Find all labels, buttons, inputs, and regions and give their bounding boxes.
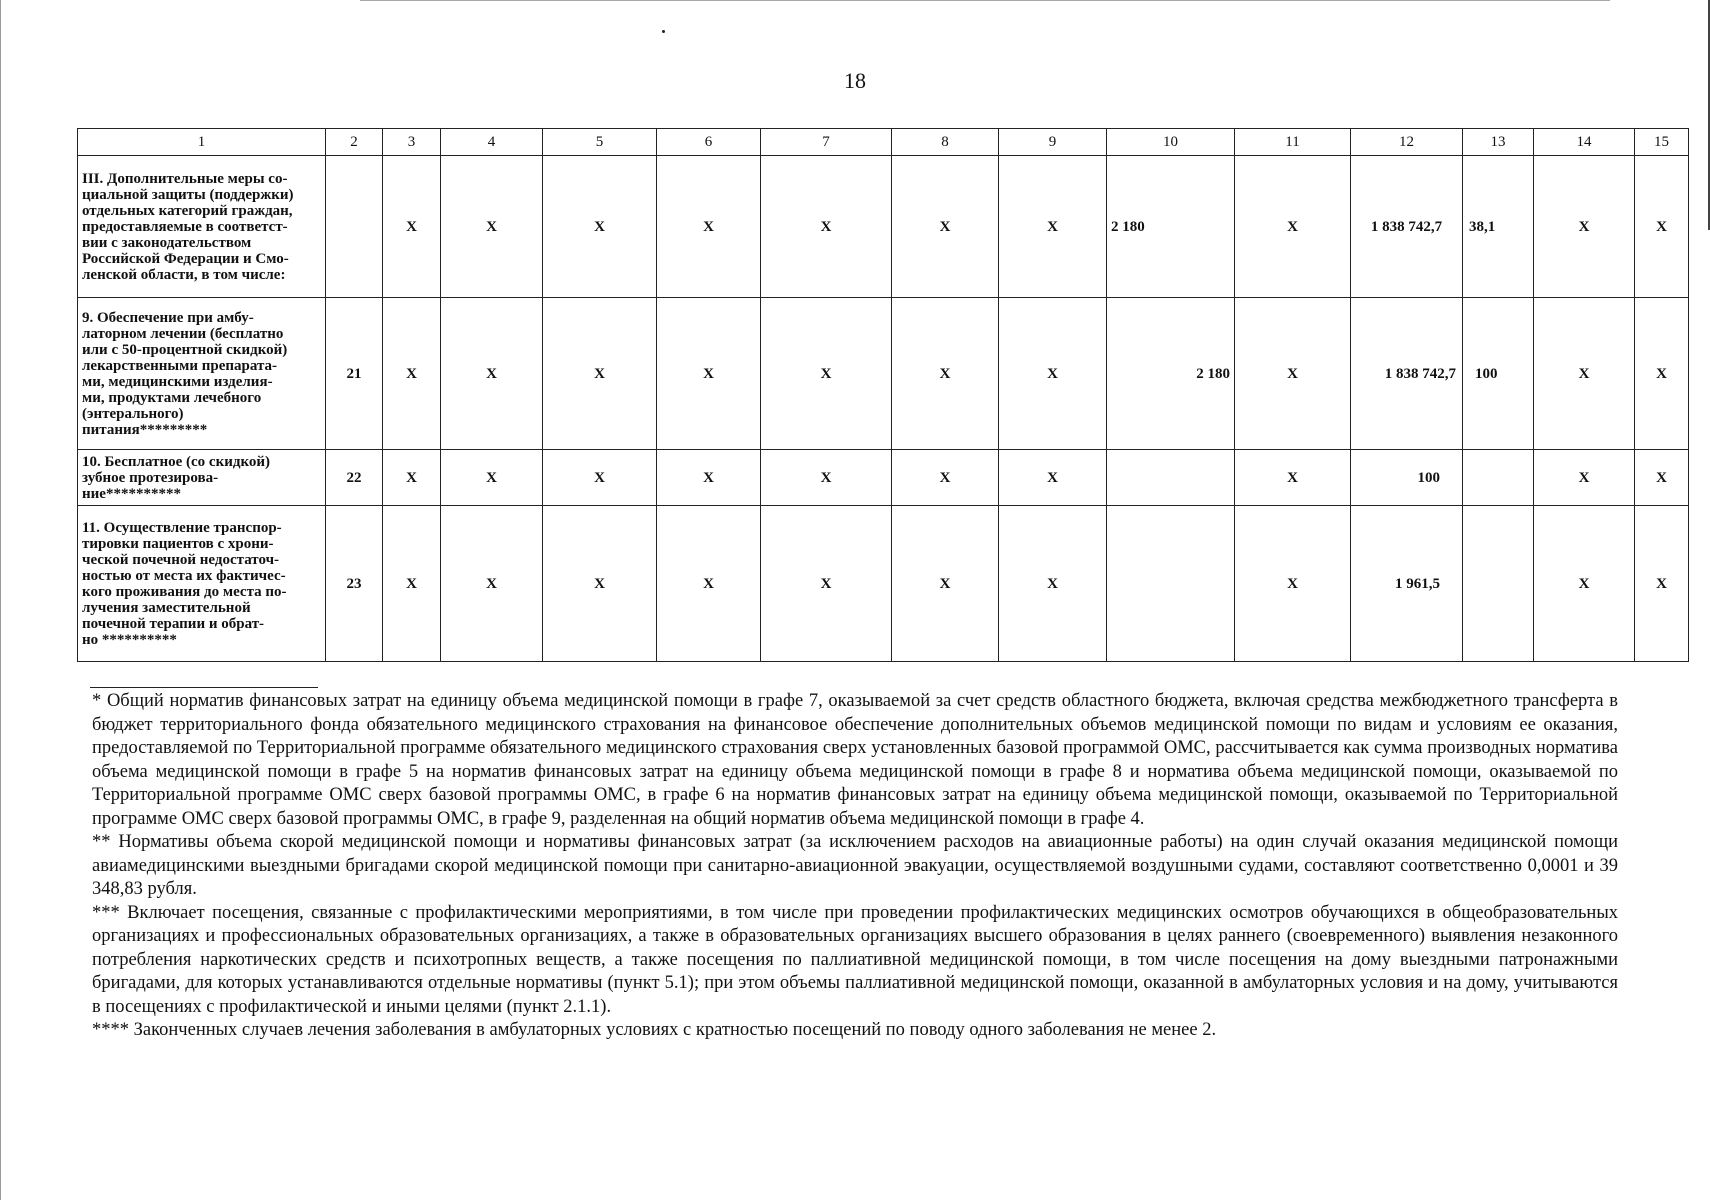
table-cell: X [999, 298, 1107, 450]
table-cell: 2 180 [1107, 298, 1235, 450]
row-name-line: почечной терапии и обрат- [82, 615, 265, 632]
table-cell: X [1534, 506, 1635, 662]
row-name-line: кого проживания до места по- [82, 583, 287, 600]
row-name-line: ми, медицинскими изделия- [82, 373, 273, 390]
table-cell: X [892, 156, 999, 298]
table-cell: X [1635, 506, 1689, 662]
table-cell: X [383, 450, 441, 506]
row-name-cell [78, 506, 326, 662]
row-name-line: ностью от места их фактичес- [82, 567, 286, 584]
row-name-line: предоставляемые в соответст- [82, 218, 288, 235]
table-cell: X [1235, 506, 1351, 662]
header-cell: 7 [761, 129, 892, 156]
table-cell: 1 838 742,7 [1351, 298, 1463, 450]
table-cell: X [892, 506, 999, 662]
header-cell: 1 [78, 129, 326, 156]
table-cell: X [761, 156, 892, 298]
row-number-cell: 22 [326, 450, 383, 506]
table-cell: X [543, 156, 657, 298]
row-name-line: ние********** [82, 485, 181, 502]
table-cell: X [1635, 298, 1689, 450]
table-cell: X [543, 450, 657, 506]
table-cell: X [892, 450, 999, 506]
table-cell: X [383, 298, 441, 450]
row-name-line: 11. Осуществление транспор- [82, 519, 282, 536]
table-cell: X [441, 450, 543, 506]
table-cell: X [999, 156, 1107, 298]
row-name-line: 10. Бесплатное (со скидкой) [82, 453, 271, 470]
footnote-divider [90, 687, 318, 688]
norms-table [77, 128, 1689, 662]
table-header-row [78, 129, 1689, 156]
table-cell [1107, 450, 1235, 506]
header-cell: 9 [999, 129, 1107, 156]
table-cell: X [1235, 156, 1351, 298]
table-cell: X [1534, 298, 1635, 450]
row-name-line: циальной защиты (поддержки) [82, 186, 294, 203]
row-name-line: III. Дополнительные меры со- [82, 170, 288, 187]
row-name-line: ми, продуктами лечебного [82, 389, 262, 406]
table-cell: X [1235, 298, 1351, 450]
header-cell: 4 [441, 129, 543, 156]
table-cell: X [657, 298, 761, 450]
row-number-cell [326, 156, 383, 298]
table-cell: X [999, 506, 1107, 662]
row-name-line: или с 50-процентной скидкой) [82, 341, 288, 358]
table-cell: X [383, 506, 441, 662]
footnote-3: *** Включает посещения, связанные с профилактическими мероприятиями, в том числе при проведении профилактических медицинских осмотров обучающихся в общеобразовательных организациях и профессиональных образовательных организациях, а также в образовательных организациях высшего образования в целях раннего (своевременного) выявления незаконного потребления наркотических средств и психотропных веществ, а также посещения по паллиативной медицинской помощи, в том числе посещения на дому выездными патронажными бригадами, для которых устанавливаются отдельные нормативы (пункт 5.1); при этом объемы паллиативной медицинской помощи, оказанной в амбулаторных условия и на дому, учитываются в посещениях с профилактической и иными целями (пункт 2.1.1). [92, 902, 1618, 1017]
table-cell: X [383, 156, 441, 298]
page-number: 18 [844, 68, 866, 93]
row-name-line: ческой почечной недостаточ- [82, 551, 280, 568]
header-cell: 15 [1635, 129, 1689, 156]
table-cell: X [999, 450, 1107, 506]
table-cell: 1 961,5 [1351, 506, 1463, 662]
header-cell: 14 [1534, 129, 1635, 156]
table-cell: X [1534, 450, 1635, 506]
scan-dot [662, 30, 665, 33]
table-cell: X [761, 506, 892, 662]
scan-top-edge [360, 0, 1610, 1]
table-cell [1107, 506, 1235, 662]
row-number-cell: 21 [326, 298, 383, 450]
footnote-2: ** Нормативы объема скорой медицинской помощи и нормативы финансовых затрат (за исключением расходов на авиационные работы) на один случай оказания медицинской помощи авиамедицинскими выездными бригадами скорой медицинской помощи при санитарно-авиационной эвакуации, осуществляемой воздушными судами, составляют соответственно 0,0001 и 39 348,83 рубля. [92, 832, 1618, 899]
row-name-line: зубное протезирова- [82, 469, 219, 486]
table-cell: X [1235, 450, 1351, 506]
table-row [78, 298, 1689, 450]
table-cell: X [761, 450, 892, 506]
table-cell: X [441, 298, 543, 450]
footnotes [92, 690, 1618, 1043]
scan-left-edge [0, 0, 1, 1200]
row-name-line: питания********* [82, 421, 208, 438]
row-name-line: вии с законодательством [82, 234, 252, 251]
table-cell: 38,1 [1463, 156, 1534, 298]
header-cell: 10 [1107, 129, 1235, 156]
header-cell: 3 [383, 129, 441, 156]
table-row [78, 506, 1689, 662]
table-cell: X [892, 298, 999, 450]
table-cell: X [441, 506, 543, 662]
table-cell: X [657, 156, 761, 298]
row-name-line: тировки пациентов с хрони- [82, 535, 274, 552]
header-cell: 5 [543, 129, 657, 156]
table-cell: 2 180 [1107, 156, 1235, 298]
table-cell [1463, 506, 1534, 662]
table-cell: X [657, 450, 761, 506]
table-cell: X [543, 298, 657, 450]
table-cell [1463, 450, 1534, 506]
header-cell: 6 [657, 129, 761, 156]
table-cell: X [1635, 450, 1689, 506]
row-name-line: латорном лечении (бесплатно [82, 325, 284, 342]
row-name-line: лекарственными препарата- [82, 357, 278, 374]
row-name-line: Российской Федерации и Смо- [82, 250, 289, 267]
table-cell: X [657, 506, 761, 662]
row-name-cell [78, 450, 326, 506]
table-cell: 1 838 742,7 [1351, 156, 1463, 298]
table-row [78, 156, 1689, 298]
header-cell: 8 [892, 129, 999, 156]
table-cell: X [761, 298, 892, 450]
row-name-line: но ********** [82, 631, 177, 648]
row-name-line: (энтерального) [82, 405, 184, 422]
table-cell: X [1635, 156, 1689, 298]
header-cell: 11 [1235, 129, 1351, 156]
table-cell: X [543, 506, 657, 662]
row-name-line: отдельных категорий граждан, [82, 202, 293, 219]
table-row [78, 450, 1689, 506]
header-cell: 13 [1463, 129, 1534, 156]
header-cell: 12 [1351, 129, 1463, 156]
table-cell: X [441, 156, 543, 298]
table-cell: 100 [1351, 450, 1463, 506]
row-number-cell: 23 [326, 506, 383, 662]
row-name-cell [78, 298, 326, 450]
row-name-line: ленской области, в том числе: [82, 266, 286, 283]
row-name-cell [78, 156, 326, 298]
table-cell: X [1534, 156, 1635, 298]
table-cell: 100 [1463, 298, 1534, 450]
row-name-line: 9. Обеспечение при амбу- [82, 309, 254, 326]
footnote-1: * Общий норматив финансовых затрат на единицу объема медицинской помощи в графе 7, оказываемой за счет средств областного бюджета, включая средства межбюджетного трансферта в бюджет территориального фонда обязательного медицинского страхования на финансовое обеспечение дополнительных объемов медицинской помощи по видам и условиям ее оказания, предоставляемой по Территориальной программе обязательного медицинского страхования сверх установленных базовой программой ОМС, рассчитывается как сумма производных норматива объема медицинской помощи в графе 5 на норматив финансовых затрат на единицу объема медицинской помощи в графе 8 и норматива объема медицинской помощи, оказываемой по Территориальной программе ОМС сверх базовой программы ОМС, в графе 6 на норматив финансовых затрат на единицу объема медицинской помощи, оказываемой по Территориальной программе ОМС сверх базовой программы ОМС, в графе 9, разделенная на общий норматив объема медицинской помощи в графе 4. [92, 691, 1618, 829]
header-cell: 2 [326, 129, 383, 156]
footnote-4: **** Законченных случаев лечения заболевания в амбулаторных условиях с кратностью посещений по поводу одного заболевания не менее 2. [92, 1020, 1217, 1040]
row-name-line: лучения заместительной [82, 599, 251, 616]
